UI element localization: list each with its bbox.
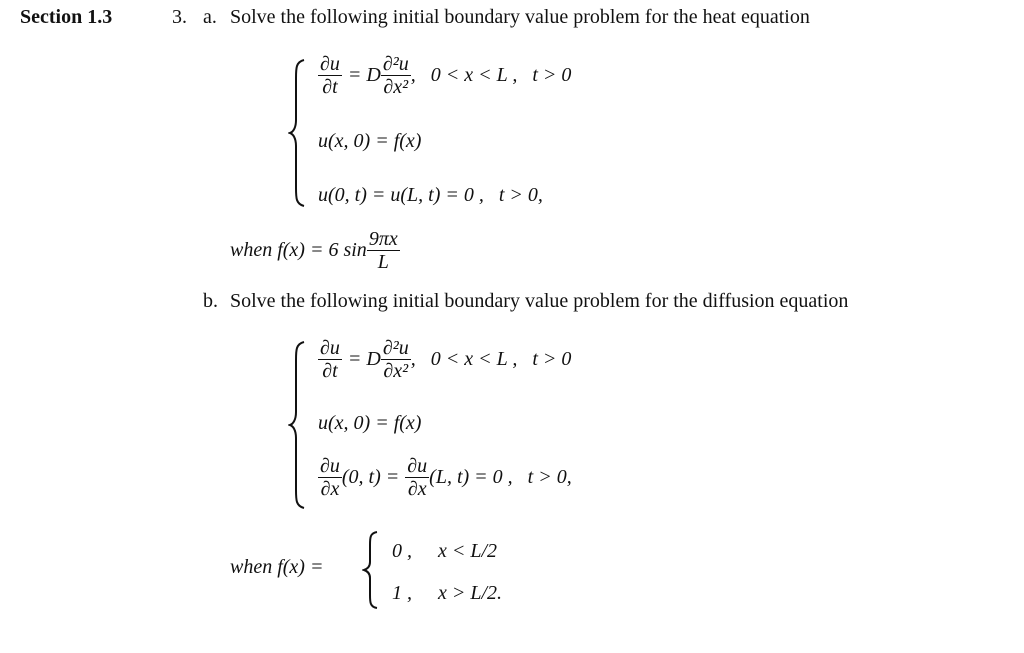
problem-number: 3. [172, 6, 187, 28]
pde-lhs-fraction: $\frac{\partial u}{\partial t}$ [320, 337, 340, 382]
part-b-boundary-condition [318, 455, 572, 500]
part-b-label: b. [203, 290, 218, 312]
pde-domain: , 0 < x < L , t > 0 [410, 348, 572, 370]
case-1-value: 0 , [392, 540, 412, 562]
part-a-when [230, 228, 400, 273]
bc-fraction-2: $\frac{\partial u}{\partial x}$ [407, 455, 428, 500]
case-1-condition: x < L/2 [438, 540, 498, 562]
pde-rhs-fraction: $\frac{\text{∂²u}}{\text{∂x²}}$ [382, 337, 409, 382]
part-a-pde [318, 53, 571, 98]
part-b-pde [318, 337, 571, 382]
pde-rhs-fraction: $\frac{\text{∂²u}}{\text{∂x²}}$ [382, 53, 409, 98]
part-b-brace [288, 340, 308, 510]
part-a-boundary-condition: u(0, t) = u(L, t) = 0 , t > 0, [318, 184, 543, 206]
section-heading: Section 1.3 [20, 6, 113, 28]
bc-middle: (0, t) = [341, 466, 400, 488]
case-2-value: 1 , [392, 582, 412, 604]
part-a-label: a. [203, 6, 217, 28]
part-a-brace [288, 58, 308, 208]
pde-equals-d: = D [347, 348, 381, 370]
bc-end: (L, t) = 0 , t > 0, [429, 466, 572, 488]
piecewise-brace [362, 530, 380, 610]
part-b-statement: Solve the following initial boundary value problem for the diffusion equation [230, 290, 849, 312]
part-b-initial-condition: u(x, 0) = f(x) [318, 412, 422, 434]
part-b-when-prefix: when f(x) = [230, 556, 324, 578]
pde-domain: , 0 < x < L , t > 0 [410, 64, 572, 86]
pde-lhs-fraction: $\frac{\partial u}{\partial t}$ [320, 53, 340, 98]
part-a-initial-condition: u(x, 0) = f(x) [318, 130, 422, 152]
case-2-condition: x > L/2. [438, 582, 503, 604]
part-a-when-fraction: $\frac{9\pi x}{L}$ [368, 228, 398, 273]
bc-fraction-1: $\frac{\partial u}{\partial x}$ [320, 455, 340, 500]
part-a-when-prefix: when f(x) = 6 sin [230, 239, 367, 261]
part-a-statement: Solve the following initial boundary value problem for the heat equation [230, 6, 810, 28]
pde-equals-d: = D [347, 64, 381, 86]
